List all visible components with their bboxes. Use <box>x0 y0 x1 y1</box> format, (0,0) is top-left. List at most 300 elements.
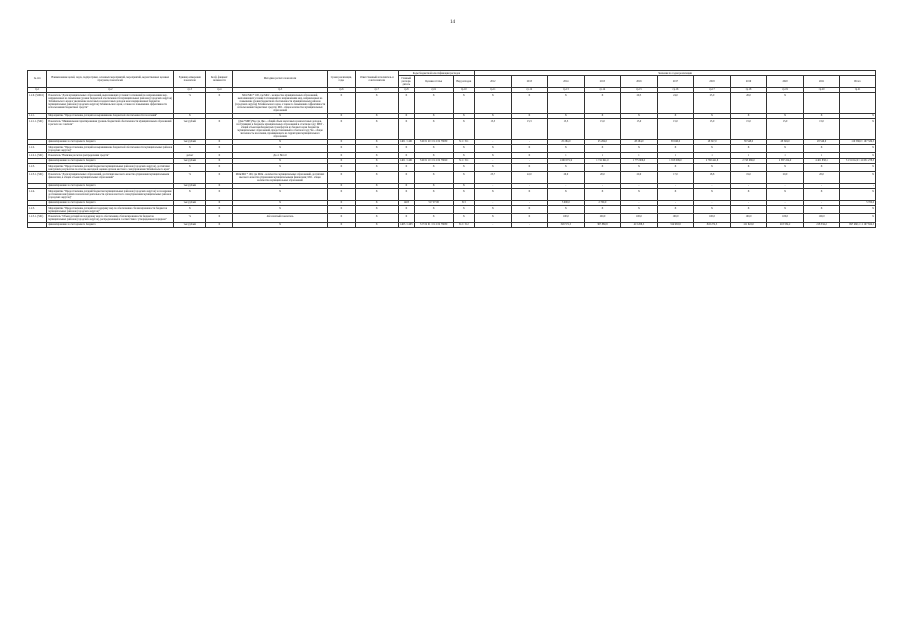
header-csr: Целевая статья <box>414 76 453 87</box>
row-csr: X <box>414 183 453 188</box>
row-method: X <box>233 164 328 172</box>
row-csr: X <box>414 205 453 213</box>
row-method: (Дмо+МБТ)/Чн, где Дмо - общий объем налоговых и неналоговых доходов, поступивших в бюджеты муниципальных образований в отчетном году; МБТ - общий объем межбюджетных трансфертов из бюджета края бюджетам муниципальных образований, предоставленный в отчетном году; Чн - общая численность населения, проживающего на территории муниципального образования <box>233 119 328 140</box>
row-period: X <box>327 113 355 118</box>
table-row <box>28 164 876 172</box>
row-csr: X <box>414 145 453 153</box>
row-unit: тыс.рублей <box>174 222 206 227</box>
row-vr: 511 / 511 <box>453 139 475 144</box>
row-name: Показатель "Объем дотаций на поддержку мер по обеспечению сбалансированности бюджетов муниципальных районов (городских округов), распределенный в соответствии с утвержденным порядком" <box>47 214 174 222</box>
column-number: гр.20 <box>803 87 840 92</box>
row-year-value: X <box>694 164 731 172</box>
header-name: Наименование целей, задач, подпрограмм, основных мероприятий, мероприятий, ведомственных целевых программ, показателей <box>47 71 174 88</box>
row-year-value: 38 548,0 <box>730 139 767 144</box>
row-period: X <box>327 164 355 172</box>
row-grbs: 1403 / 1403 <box>400 223 413 227</box>
row-year-value: 100,0 <box>767 214 804 222</box>
row-year-value: X <box>767 113 804 118</box>
row-year-value: X <box>584 205 621 213</box>
row-year-value: - <box>767 183 804 188</box>
header-period: Сроки реализации, годы <box>327 71 355 88</box>
row-vr: X <box>453 113 475 118</box>
table-row <box>28 222 876 227</box>
row-year-value: - <box>694 183 731 188</box>
row-name: финансирование за счет краевого бюджета <box>47 200 174 205</box>
row-year-value: 100,0 <box>621 214 658 222</box>
row-year-value: - <box>694 200 731 205</box>
row-year-value: - <box>475 222 512 227</box>
row-executor: X <box>355 205 398 213</box>
row-year-value: X <box>584 93 621 114</box>
row-year-value: 314 963,8 <box>657 222 694 227</box>
column-number: гр.18 <box>730 87 767 92</box>
row-csr: X <box>414 172 453 183</box>
row-number: 1.2.2. <box>28 145 47 153</box>
row-year-value: - <box>730 200 767 205</box>
row-year-value: 15,3 <box>511 119 548 140</box>
row-total: 110 568,0 / 167 329,5 <box>840 139 876 144</box>
row-unit: X <box>174 113 206 118</box>
row-year-value: X <box>511 205 548 213</box>
row-grbs: X <box>398 113 414 118</box>
row-executor: X <box>355 113 398 118</box>
header-year: 2014 <box>548 76 585 87</box>
row-year-value: X <box>548 145 585 153</box>
row-weight: X <box>206 145 233 153</box>
row-year-value: 2 768 441,8 <box>694 158 731 163</box>
row-year-value: 18 347,0 <box>694 139 731 144</box>
row-unit: X <box>174 189 206 200</box>
row-method: X <box>233 139 328 144</box>
row-year-value: X <box>584 189 621 200</box>
row-year-value: 1 <box>584 153 621 158</box>
row-executor: X <box>355 164 398 172</box>
row-year-value: 843 272,5 <box>694 222 731 227</box>
row-year-value: 100,0 <box>803 214 840 222</box>
row-year-value: X <box>584 113 621 118</box>
row-year-value: - <box>475 200 512 205</box>
row-method: Да=1 Нет=0 <box>233 153 328 158</box>
header-vr: Вид расходов <box>453 76 475 87</box>
row-year-value: X <box>475 153 512 158</box>
row-grbs: 1403 <box>398 200 414 205</box>
row-csr: 516 01 20 / 01 2 02 78030 <box>414 139 453 144</box>
row-year-value: X <box>548 189 585 200</box>
row-method: X <box>233 205 328 213</box>
row-year-value: 1 <box>730 153 767 158</box>
row-csr: X <box>414 93 453 114</box>
row-method: X <box>233 158 328 163</box>
row-vr: 513 <box>453 200 475 205</box>
row-year-value: X <box>475 145 512 153</box>
row-total: 697 460,1 / 2 197 824,5 <box>840 222 876 227</box>
column-number: гр.2 <box>47 87 174 92</box>
row-year-value: 15,0 <box>694 119 731 140</box>
row-vr: X <box>453 172 475 183</box>
row-weight: X <box>206 214 233 222</box>
row-year-value: 100,0 <box>584 214 621 222</box>
row-unit: % <box>174 93 206 114</box>
row-number <box>28 222 47 227</box>
row-weight: X <box>206 200 233 205</box>
column-number: гр.6 <box>327 87 355 92</box>
row-year-value: 15,0 <box>584 119 621 140</box>
row-weight: X <box>206 93 233 114</box>
row-executor: X <box>355 93 398 114</box>
row-executor: X <box>355 189 398 200</box>
row-year-value: 100,0 <box>657 214 694 222</box>
row-year-value: 100,0 <box>730 214 767 222</box>
row-year-value: X <box>475 164 512 172</box>
row-year-value: - <box>767 200 804 205</box>
row-method: MOc/MO * 100, где MOc - количество муниципальных образований, выполняющих условия Соглашений по направлениям мер, направленных на повышение уровня бюджетной обеспеченности муниципальных районов (городских округов) Забайкальского края, а также по повышению эффективности использования бюджетных средств; MO - общее количество муниципальных образований <box>233 93 328 114</box>
row-period: X <box>327 172 355 183</box>
row-year-value: 2 745 069,0 <box>730 158 767 163</box>
column-number: гр.12 <box>511 87 548 92</box>
row-year-value: X <box>657 205 694 213</box>
row-grbs: 1401 / 1401 <box>400 140 413 144</box>
row-grbs: X <box>398 164 414 172</box>
row-year-value: X <box>511 93 548 114</box>
row-year-value: - <box>657 183 694 188</box>
row-name: Показатель "Доля муниципальных образований, достигших высокого качества управления муниципальными финансами, в общем объеме муниципальных образований" <box>47 172 174 183</box>
row-year-value: 15,0 <box>803 119 840 140</box>
row-total: 3 131 612,9 / 12 651 278,3 <box>840 158 876 163</box>
row-grbs: X <box>398 153 414 158</box>
row-grbs: X <box>398 172 414 183</box>
row-year-value: X <box>475 113 512 118</box>
row-year-value: X <box>730 189 767 200</box>
row-year-value: 22,0 <box>511 172 548 183</box>
row-year-value: 15,3 <box>548 119 585 140</box>
row-name: Показатель "Наличие расчетов распределения средств" <box>47 153 174 158</box>
column-number: гр.4 <box>206 87 233 92</box>
row-weight: X <box>206 153 233 158</box>
row-year-value: 29,5 <box>621 93 658 114</box>
row-year-value: X <box>767 164 804 172</box>
row-executor: X <box>355 158 398 163</box>
row-year-value: 2 700,0 <box>584 200 621 205</box>
row-year-value: 20,0 <box>548 172 585 183</box>
row-unit: тыс.рублей <box>174 158 206 163</box>
row-year-value: X <box>767 189 804 200</box>
row-total: X <box>840 172 876 183</box>
column-number: гр.17 <box>694 87 731 92</box>
row-vr: X <box>453 153 475 158</box>
row-year-value: X <box>803 205 840 213</box>
row-year-value: 4 401 858,1 <box>803 158 840 163</box>
row-year-value: - <box>511 158 548 163</box>
header-method: Методика расчета показателя <box>233 71 328 88</box>
row-total: 5 700,0 <box>840 200 876 205</box>
row-year-value: 1 <box>548 153 585 158</box>
row-name: Мероприятие "Предоставление дотаций бюджетам муниципальных районов (городских округов) за поощрение достижения наилучших показателей деятельности органов местного самоуправления муниципальных районов (городских округов)" <box>48 189 172 199</box>
table-row <box>28 214 876 222</box>
row-name: финансирование за счет краевого бюджета <box>47 158 174 163</box>
row-vr: X <box>453 145 475 153</box>
row-year-value: 20,0 <box>767 172 804 183</box>
header-unit: Единица измерения показателя <box>174 71 206 88</box>
row-year-value: 1 813 009,0 <box>657 158 694 163</box>
row-period: X <box>327 139 355 144</box>
row-year-value: X <box>621 145 658 153</box>
row-year-value: 100,0 <box>548 214 585 222</box>
row-vr: X <box>453 183 475 188</box>
row-weight: X <box>206 119 233 140</box>
row-year-value: 19,0 <box>730 172 767 183</box>
row-number: 1.2.5. <box>28 205 47 213</box>
row-csr: 516 01 10 / 01 2 02 78020 <box>414 158 453 163</box>
row-name: финансирование за счет краевого бюджета <box>47 139 174 144</box>
row-year-value: 24,0 <box>657 93 694 114</box>
program-table <box>27 70 876 228</box>
row-year-value: 38 040,0 <box>657 139 694 144</box>
row-unit: % <box>174 172 206 183</box>
header-year: 2018 <box>694 76 731 87</box>
row-number: 1.2.0. (SO6/2) <box>28 93 47 114</box>
row-vr: X <box>453 214 475 222</box>
row-year-value: X <box>694 113 731 118</box>
row-csr: X <box>414 189 453 200</box>
row-csr: X <box>414 113 453 118</box>
column-number: гр.9 <box>414 87 453 92</box>
row-year-value: 1 741 641,0 <box>584 158 621 163</box>
row-year-value: X <box>584 164 621 172</box>
row-total: X <box>840 189 876 200</box>
row-total: X <box>840 205 876 213</box>
row-year-value: 413 208,5 <box>621 222 658 227</box>
row-unit: тыс.рублей <box>174 119 206 140</box>
column-number: гр.16 <box>657 87 694 92</box>
row-vr: X <box>453 164 475 172</box>
column-number: гр.11 <box>475 87 512 92</box>
row-year-value: X <box>621 205 658 213</box>
row-year-value: X <box>511 153 548 158</box>
row-year-value: - <box>621 183 658 188</box>
row-year-value: - <box>511 139 548 144</box>
row-number: 1.2.5.1. (S61) <box>28 214 47 222</box>
table-row <box>28 93 876 114</box>
row-method: X <box>233 189 328 200</box>
row-vr: X <box>453 119 475 140</box>
row-method: X <box>233 145 328 153</box>
row-method: X <box>233 222 328 227</box>
row-year-value <box>803 93 840 114</box>
row-executor: X <box>355 200 398 205</box>
row-unit: тыс.рублей <box>174 200 206 205</box>
row-vr: X <box>453 93 475 114</box>
row-year-value: 1 775 906,0 <box>621 158 658 163</box>
column-number: гр.5 <box>233 87 328 92</box>
row-year-value: - <box>475 183 512 188</box>
row-year-value: X <box>621 189 658 200</box>
row-total: - <box>840 183 876 188</box>
header-year: 2017 <box>657 76 694 87</box>
row-executor: X <box>355 145 398 153</box>
row-csr: 517 02 01 / 01 2 02 78030 <box>414 222 453 227</box>
row-year-value: 20,0 <box>803 172 840 183</box>
row-method: МОв/МО * 100, где МОв - количество муниципальных образований, достигших высокого качества управления муниципальными финансами; МО - общее количество муниципальных образований <box>233 172 328 183</box>
row-year-value: X <box>475 93 512 114</box>
row-year-value: 329 571,5 <box>548 222 585 227</box>
row-year-value: X <box>548 164 585 172</box>
row-grbs: X <box>398 214 414 222</box>
column-number: гр.3 <box>174 87 206 92</box>
row-period: X <box>327 93 355 114</box>
row-grbs: X <box>398 93 414 114</box>
row-year-value: - <box>511 222 548 227</box>
row-year-value: 121 622,0 <box>730 222 767 227</box>
row-csr: X <box>414 164 453 172</box>
row-executor: X <box>355 222 398 227</box>
row-name: Показатель "Доля муниципальных образований, выполняющих условия Соглашений по направлениям мер, направленных на повышение уровня бюджетной обеспеченности муниципальных районов (городских округов) Забайкальского края и увеличение налоговых и неналоговых доходов консолидированных бюджетов муниципальных районов (городских округов) Забайкальского края, а также по повышению эффективности использования бюджетных средств" <box>47 93 174 114</box>
header-grbs: Главный распоря. дитель <box>398 76 414 87</box>
row-year-value: - <box>511 183 548 188</box>
row-year-value: 15,3 <box>475 119 512 140</box>
row-method: X <box>233 200 328 205</box>
column-number: гр.15 <box>621 87 658 92</box>
row-year-value: 28 549,0 <box>767 139 804 144</box>
row-vr: X <box>453 189 475 200</box>
row-year-value: X <box>511 189 548 200</box>
column-number: гр.14 <box>584 87 621 92</box>
row-number: 1.2.4. <box>28 189 47 200</box>
row-year-value: X <box>803 145 840 153</box>
column-number: гр.10 <box>453 87 475 92</box>
row-year-value: 1 <box>657 153 694 158</box>
row-year-value: 3 000,0 <box>548 200 585 205</box>
row-year-value: X <box>730 205 767 213</box>
row-executor: X <box>355 153 398 158</box>
table-row <box>28 145 876 153</box>
row-year-value: X <box>730 113 767 118</box>
row-year-value: 18,8 <box>694 172 731 183</box>
column-number: гр.21 <box>840 87 876 92</box>
row-year-value: X <box>694 145 731 153</box>
row-weight: X <box>206 222 233 227</box>
row-unit: тыс.рублей <box>174 183 206 188</box>
row-vr: 511 / 511 <box>453 158 475 163</box>
row-period: X <box>327 145 355 153</box>
row-year-value: - <box>657 200 694 205</box>
row-vr: 512 / 512 <box>453 222 475 227</box>
row-name: Показатель "Минимальная гарантированная уровень бюджетной обеспеченности муниципальных образований в расчете на 1 жителя" <box>47 119 174 140</box>
row-grbs: 1401 / 1401 <box>400 159 413 163</box>
row-period: X <box>327 214 355 222</box>
row-period: X <box>327 119 355 140</box>
row-executor: X <box>355 183 398 188</box>
row-grbs: X <box>398 189 414 200</box>
row-weight: X <box>206 205 233 213</box>
row-weight: X <box>206 189 233 200</box>
row-period: X <box>327 189 355 200</box>
row-year-value: 1 <box>767 153 804 158</box>
row-name: финансирование за счет краевого бюджета <box>47 222 174 227</box>
row-year-value: X <box>657 113 694 118</box>
row-name: Мероприятие "Предоставление дотаций на выравнивание бюджетной обеспеченности поселений" <box>47 113 174 118</box>
row-year-value: - <box>584 183 621 188</box>
row-csr: X <box>414 214 453 222</box>
row-year-value: - <box>803 200 840 205</box>
row-year-value: 20,0 <box>621 172 658 183</box>
row-total: X <box>840 153 876 158</box>
header-executor: Ответственный исполнитель и соисполнители <box>355 71 398 88</box>
row-year-value: X <box>657 164 694 172</box>
row-year-value: X <box>803 189 840 200</box>
header-year: 2016 <box>621 76 658 87</box>
row-number: 1.2.1. <box>28 113 47 118</box>
row-year-value: 1 <box>621 153 658 158</box>
row-year-value: 25 284,0 <box>548 139 585 144</box>
row-name: Мероприятие "Предоставление дотаций на поддержку мер по обеспечению сбалансированности бюджетов муниципальных районов (городских округов)" <box>47 205 174 213</box>
row-period: X <box>327 222 355 227</box>
row-year-value: X <box>767 145 804 153</box>
column-number: гр.19 <box>767 87 804 92</box>
row-year-value: X <box>511 214 548 222</box>
row-executor: X <box>355 119 398 140</box>
row-year-value: X <box>475 189 512 200</box>
row-year-value: 25 284,0 <box>584 139 621 144</box>
row-year-value: 28 549,0 <box>803 139 840 144</box>
row-vr: X <box>453 205 475 213</box>
row-period: X <box>327 158 355 163</box>
row-grbs: X <box>398 183 414 188</box>
table-row <box>28 172 876 183</box>
row-year-value: 15,0 <box>730 119 767 140</box>
row-year-value: X <box>803 164 840 172</box>
header-weight: Коэф. фициент значимости <box>206 71 233 88</box>
row-executor: X <box>355 139 398 144</box>
header-year: 2015 <box>584 76 621 87</box>
row-weight: X <box>206 172 233 183</box>
header-num: № п/п <box>28 71 47 88</box>
row-year-value: X <box>730 145 767 153</box>
row-weight: X <box>206 139 233 144</box>
row-year-value: X <box>548 93 585 114</box>
row-year-value: 1 600 971,9 <box>548 158 585 163</box>
row-name: Мероприятие "Предоставление дотаций бюджетам муниципальных районов (городских округов), достигшим наилучших результатов по итогам ежегодной оценки органов местного самоуправления Забайкальского края" <box>47 164 174 172</box>
row-year-value: 100,0 <box>694 214 731 222</box>
page-number: 14 <box>450 20 455 25</box>
row-executor: X <box>355 214 398 222</box>
row-year-value: - <box>730 183 767 188</box>
row-year-value: - <box>548 183 585 188</box>
row-executor: X <box>355 172 398 183</box>
table-row <box>28 189 876 200</box>
row-csr: 517 07 00 <box>414 200 453 205</box>
row-year-value: X <box>621 164 658 172</box>
row-number: 1.2.3. <box>28 164 47 172</box>
row-method: Абсолютный показатель <box>233 214 328 222</box>
row-total: X <box>840 145 876 153</box>
header-year: 2012 <box>475 76 512 87</box>
row-year-value: 367 880,8 <box>584 222 621 227</box>
row-year-value: 26,0 <box>730 93 767 114</box>
row-year-value: X <box>767 93 804 114</box>
row-year-value: 17,0 <box>657 172 694 183</box>
row-period: X <box>327 205 355 213</box>
row-year-value: 20,0 <box>584 172 621 183</box>
row-unit: X <box>174 205 206 213</box>
column-number: гр.13 <box>548 87 585 92</box>
row-csr: X <box>414 119 453 140</box>
row-number: 1.2.2.1. (S61) <box>28 153 47 158</box>
row-total: X <box>840 164 876 172</box>
row-year-value: X <box>694 189 731 200</box>
row-year-value: X <box>803 113 840 118</box>
row-year-value: X <box>511 145 548 153</box>
table-row <box>28 205 876 213</box>
